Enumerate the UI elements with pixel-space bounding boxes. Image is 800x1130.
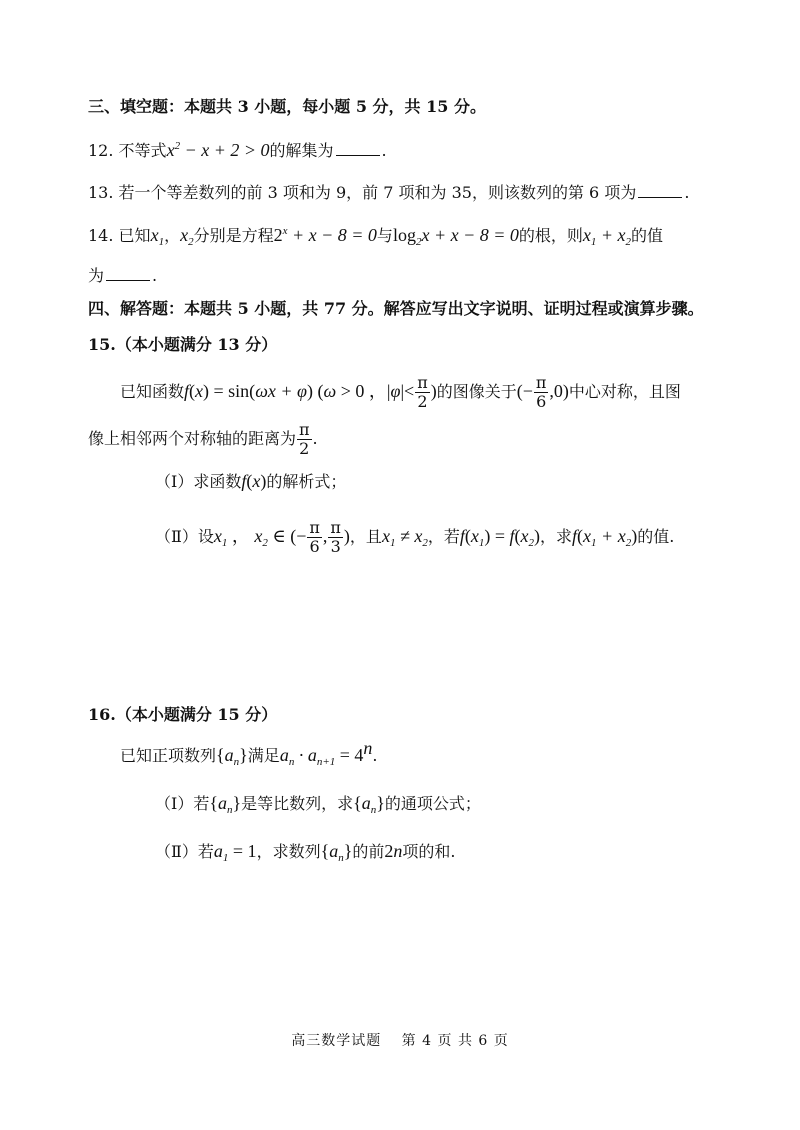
q12-text-1: 不等式 [118,141,167,160]
page-footer: 高三数学试题 第 4 页 共 6 页 [291,1033,509,1049]
fraction-pi-over-3: $\frac{\pi}{3}$ [330,518,341,556]
q16-part-1-label: （Ⅰ） [155,794,194,813]
q16-recurrence: $a_n \cdot a_{n+1}$ [279,745,336,768]
q14-equation-1: $2^x + x - 8 = 0$ [273,225,377,245]
q15-part-1-text-b: 的解析式； [266,472,347,491]
q15-part-1-label: （Ⅰ） [155,472,194,491]
q15-part-2-text-e: 的值. [637,527,675,546]
q16-part-1-text-c: 的通项公式； [384,794,481,813]
answer-blank [638,185,682,198]
q14-text-5: 的根，则 [518,226,583,245]
question-15-stem-line-2 [88,421,318,458]
q15-x1: $x_1$ [213,526,228,549]
q14-text-3: 分别是方程 [193,226,274,245]
question-12 [88,139,387,162]
q15-text-2: 的图像关于 [436,382,517,401]
q13-end: . [684,183,690,202]
q14-equation-2: $\log_2x + x - 8 = 0$ [392,225,519,248]
q16-part-2-text-a: 若 [197,842,214,861]
q15-part-1: （Ⅰ）求函数f(x)的解析式； [155,471,347,491]
q16-a1: $a_1$ [213,841,229,864]
q15-text-1: 已知函数 [120,382,185,401]
q15-part-2-text-b: ，且 [349,527,382,546]
q16-part-2: （Ⅱ）若$a_1 = 1$，求数列$\{a_n\}$的前2n项的和. [155,841,456,864]
q14-sum: $x_1 + x_2$ [582,225,632,248]
q15-neq: $x_1 \ne x_2$ [381,526,428,549]
q15-fx: f [241,471,247,491]
answer-blank [106,268,150,281]
q15-f-sum: f [572,526,578,546]
q14-text-1: 已知 [118,226,151,245]
q14-text-2: ， [164,226,181,245]
q15-equal-values: f [459,526,465,546]
q15-text-4-end: . [312,429,318,448]
section-4-header: 四、解答题：本题共 5 小题，共 77 分。解答应写出文字说明、证明过程或演算步骤。 [88,299,704,318]
question-14 [88,224,663,247]
section-3-header: 三、填空题：本题共 3 小题，每小题 5 分，共 15 分。 [88,97,486,116]
q15-part-2: （Ⅱ）设$x_1$ ， $x_2$ ∈ (− $\frac{\pi}{6}$ , $\frac{\pi}{3}$ )，且$x_1 \ne x_2$，若$f(x_1) = f(x_2)$，求$f(x_1 + x_2)$的值. [155,518,675,556]
q16-text-2: 满足 [247,746,280,765]
q15-x2: $x_2$ [254,526,268,549]
q12-text-2: 的解集为 [269,141,334,160]
question-13 [88,182,689,204]
q14-x2: $x_2$ [180,225,194,248]
q16-part-2-text-d: 项的和. [402,842,456,861]
q14-text-6: 的值 [631,226,664,245]
answer-blank [336,143,380,156]
q13-number: 13. [88,183,114,202]
q12-inequality: $x^2 - x + 2 > 0$ [166,140,270,160]
question-15-title: 15.（本小题满分 13 分） [88,335,278,354]
q16-part-2-label: （Ⅱ） [155,842,198,861]
q16-text-1: 已知正项数列 [120,746,217,765]
q15-part-2-text-a: 设 [197,527,214,546]
q16-part-2-text-c: 的前 [352,842,385,861]
q12-number: 12. [88,141,114,160]
question-15-stem: 已知函数f(x) = sin(ωx + φ) (ω > 0 ，|φ|< $\frac{\pi}{2}$ )的图像关于(− $\frac{\pi}{6}$ ,0)中心对称，且图 [120,373,681,411]
q16-part-1-text-a: 若 [193,794,210,813]
q14-number: 14. [88,226,114,245]
question-16-title: 16.（本小题满分 15 分） [88,705,278,724]
question-16-stem: 已知正项数列$\{a_n\}$满足$a_n \cdot a_{n+1} = 4^n$. [120,738,378,768]
fraction-pi-over-6: $\frac{\pi}{6}$ [309,518,320,556]
q15-part-1-text-a: 求函数 [193,472,242,491]
q15-part-2-label: （Ⅱ） [155,527,198,546]
question-14-line-2 [88,265,157,287]
q14-text-4: 与 [376,226,393,245]
fraction-pi-over-2: $\frac{\pi}{2}$ [299,420,310,458]
q13-text: 若一个等差数列的前 3 项和为 9，前 7 项和为 35，则该数列的第 6 项为 [118,183,637,202]
q14-x1: $x_1$ [150,225,165,248]
q15-text-3: 中心对称，且图 [568,382,681,401]
q12-end: . [381,141,387,160]
q15-function-def: f [184,381,190,401]
fraction-pi-over-2: $\frac{\pi}{2}$ [417,373,428,411]
q16-part-1: （Ⅰ）若$\{a_n\}$是等比数列，求$\{a_n\}$的通项公式； [155,793,481,816]
fraction-pi-over-6: $\frac{\pi}{6}$ [535,373,547,411]
q14-end: . [152,266,158,285]
q16-part-1-text-b: 是等比数列，求 [241,794,354,813]
q16-part-2-text-b: ，求数列 [256,842,321,861]
q15-part-2-text-c: ，若 [427,527,460,546]
q14-line2-text: 为 [88,266,105,285]
q15-part-2-text-d: ，求 [540,527,573,546]
q15-text-4: 像上相邻两个对称轴的距离为 [88,429,297,448]
q16-text-2-end: . [372,746,378,765]
